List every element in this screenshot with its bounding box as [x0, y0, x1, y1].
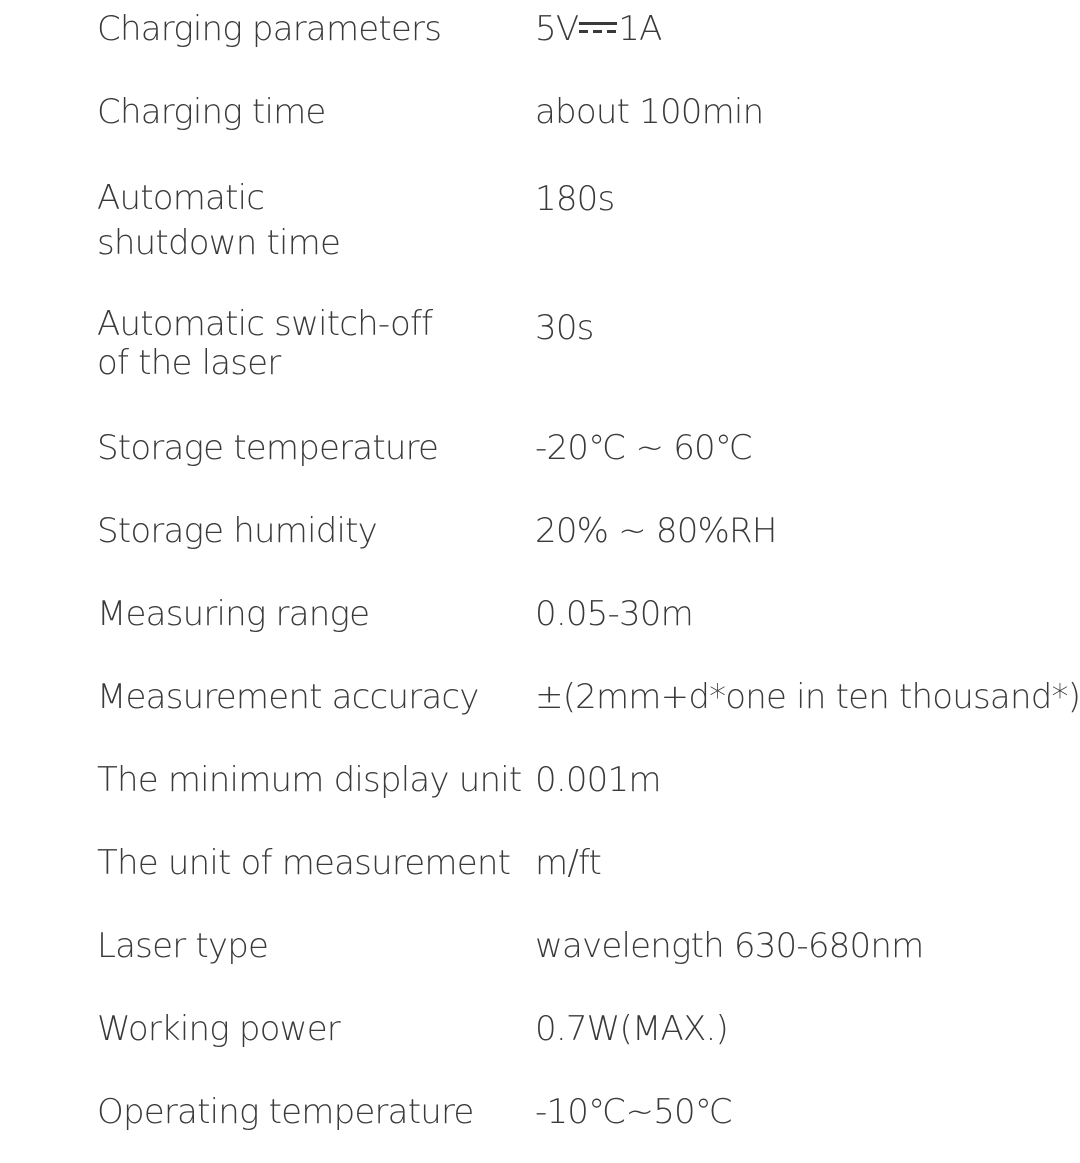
spec-label-line: Storage temperature	[97, 428, 439, 468]
spec-value: 30s	[535, 308, 594, 348]
spec-value: wavelength 630-680nm	[535, 926, 924, 966]
spec-value: 0.05-30m	[535, 594, 693, 634]
spec-label	[97, 8, 517, 50]
spec-label	[97, 510, 517, 552]
spec-label-line: Measurement accuracy	[97, 677, 479, 717]
spec-label	[97, 759, 522, 801]
spec-label-line: Working power	[97, 1009, 340, 1049]
spec-label	[97, 1008, 517, 1050]
spec-value: 20% ~ 80%RH	[535, 511, 777, 551]
spec-label	[97, 925, 517, 967]
spec-label-line: Charging time	[97, 92, 326, 132]
spec-label-line: The unit of measurement	[97, 843, 511, 883]
spec-label-line: Measuring range	[97, 594, 370, 634]
spec-label	[97, 593, 517, 635]
spec-value: 0.7W(MAX.)	[535, 1009, 728, 1049]
spec-label	[97, 427, 517, 469]
spec-label-line: Charging parameters	[97, 9, 442, 49]
spec-value-voltage: 5V	[535, 9, 579, 49]
spec-label-line: The minimum display unit	[97, 760, 522, 800]
spec-label	[97, 305, 517, 383]
spec-label	[97, 1091, 517, 1133]
spec-value-current: 1A	[618, 9, 662, 49]
spec-label	[97, 676, 517, 718]
spec-label-line: Operating temperature	[97, 1092, 474, 1132]
spec-value: -10℃~50℃	[535, 1092, 733, 1132]
spec-label-line: Storage humidity	[97, 511, 378, 551]
spec-label-line: Automatic	[97, 178, 265, 218]
spec-value: -20℃ ~ 60℃	[535, 428, 753, 468]
spec-value: 0.001m	[535, 760, 661, 800]
spec-value: ±(2mm+d*one in ten thousand*)	[535, 677, 1080, 717]
spec-value	[535, 8, 662, 50]
spec-label-line: Automatic switch-off	[97, 304, 433, 344]
spec-label	[97, 91, 517, 133]
spec-label-line: Laser type	[97, 926, 269, 966]
dc-symbol-icon	[579, 19, 617, 37]
spec-value: about 100min	[535, 92, 764, 132]
spec-value: 180s	[535, 179, 615, 219]
spec-value: m/ft	[535, 843, 602, 883]
spec-label	[97, 842, 517, 884]
spec-label-line: of the laser	[97, 343, 281, 383]
spec-label	[97, 176, 517, 266]
spec-label-line: shutdown time	[97, 223, 341, 263]
